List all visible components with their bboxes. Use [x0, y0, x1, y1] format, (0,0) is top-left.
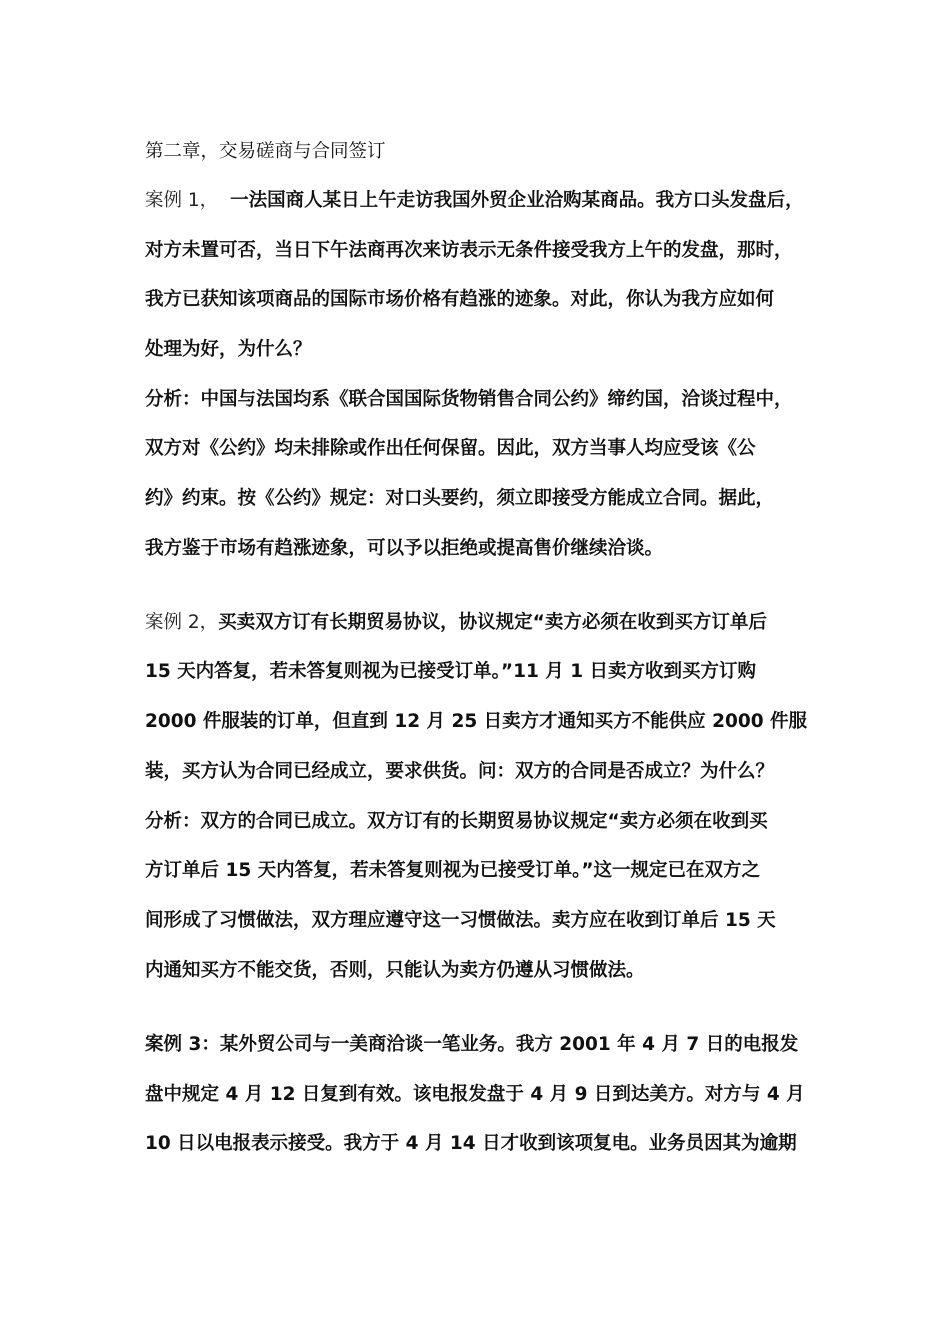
case1-first-line [145, 189, 815, 213]
case2-first-line [145, 611, 815, 635]
case2-label: 案例 2， [145, 612, 219, 633]
case1-question-line: 一法国商人某日上午走访我国外贸企业洽购某商品。我方口头发盘后， [230, 190, 804, 211]
case1-label: 案例 1， [145, 190, 219, 211]
case2-question-line: 15 天内答复，若未答复则视为已接受订单。”11 月 1 日卖方收到买方订购 [145, 661, 757, 682]
case2-analysis-line: 内通知买方不能交货，否则，只能认为卖方仍遵从习惯做法。 [145, 960, 645, 981]
case2-analysis-line: 间形成了习惯做法，双方理应遵守这一习惯做法。卖方应在收到订单后 15 天 [145, 910, 776, 931]
case2-analysis-line: 分析：双方的合同已成立。双方订有的长期贸易协议规定“卖方必须在收到买 [145, 811, 768, 832]
case2-analysis-line: 方订单后 15 天内答复，若未答复则视为已接受订单。”这一规定已在双方之 [145, 860, 761, 881]
case1-analysis-line: 分析：中国与法国均系《联合国国际货物销售合同公约》缔约国，洽谈过程中， [145, 389, 793, 410]
case1-question-line: 我方已获知该项商品的国际市场价格有趋涨的迹象。对此，你认为我方应如何 [145, 289, 775, 310]
case1-analysis-line: 我方鉴于市场有趋涨迹象，可以予以拒绝或提高售价继续洽谈。 [145, 538, 664, 559]
case3-line: 案例 3：某外贸公司与一美商洽谈一笔业务。我方 2001 年 4 月 7 日的电报发 [145, 1034, 799, 1055]
case1-question-line: 对方未置可否，当日下午法商再次来访表示无条件接受我方上午的发盘，那时， [145, 240, 793, 261]
case2-question-line: 装，买方认为合同已经成立，要求供货。问：双方的合同是否成立？为什么？ [145, 761, 775, 782]
case1-analysis-line: 双方对《公约》均未排除或作出任何保留。因此，双方当事人均应受该《公 [145, 438, 756, 459]
case3-line: 盘中规定 4 月 12 日复到有效。该电报发盘于 4 月 9 日到达美方。对方与 4 月 [145, 1084, 805, 1105]
case3-line: 10 日以电报表示接受。我方于 4 月 14 日才收到该项复电。业务员因其为逾期 [145, 1133, 797, 1154]
chapter-title: 第二章，交易磋商与合同签订 [145, 141, 386, 162]
case2-question-line: 买卖双方订有长期贸易协议，协议规定“卖方必须在收到买方订单后 [218, 612, 767, 633]
case1-analysis-line: 约》约束。按《公约》规定：对口头要约，须立即接受方能成立合同。据此， [145, 488, 775, 509]
case1-question-line: 处理为好，为什么？ [145, 339, 312, 360]
case2-question-line: 2000 件服装的订单，但直到 12 月 25 日卖方才通知买方不能供应 2000 件服 [145, 711, 808, 732]
